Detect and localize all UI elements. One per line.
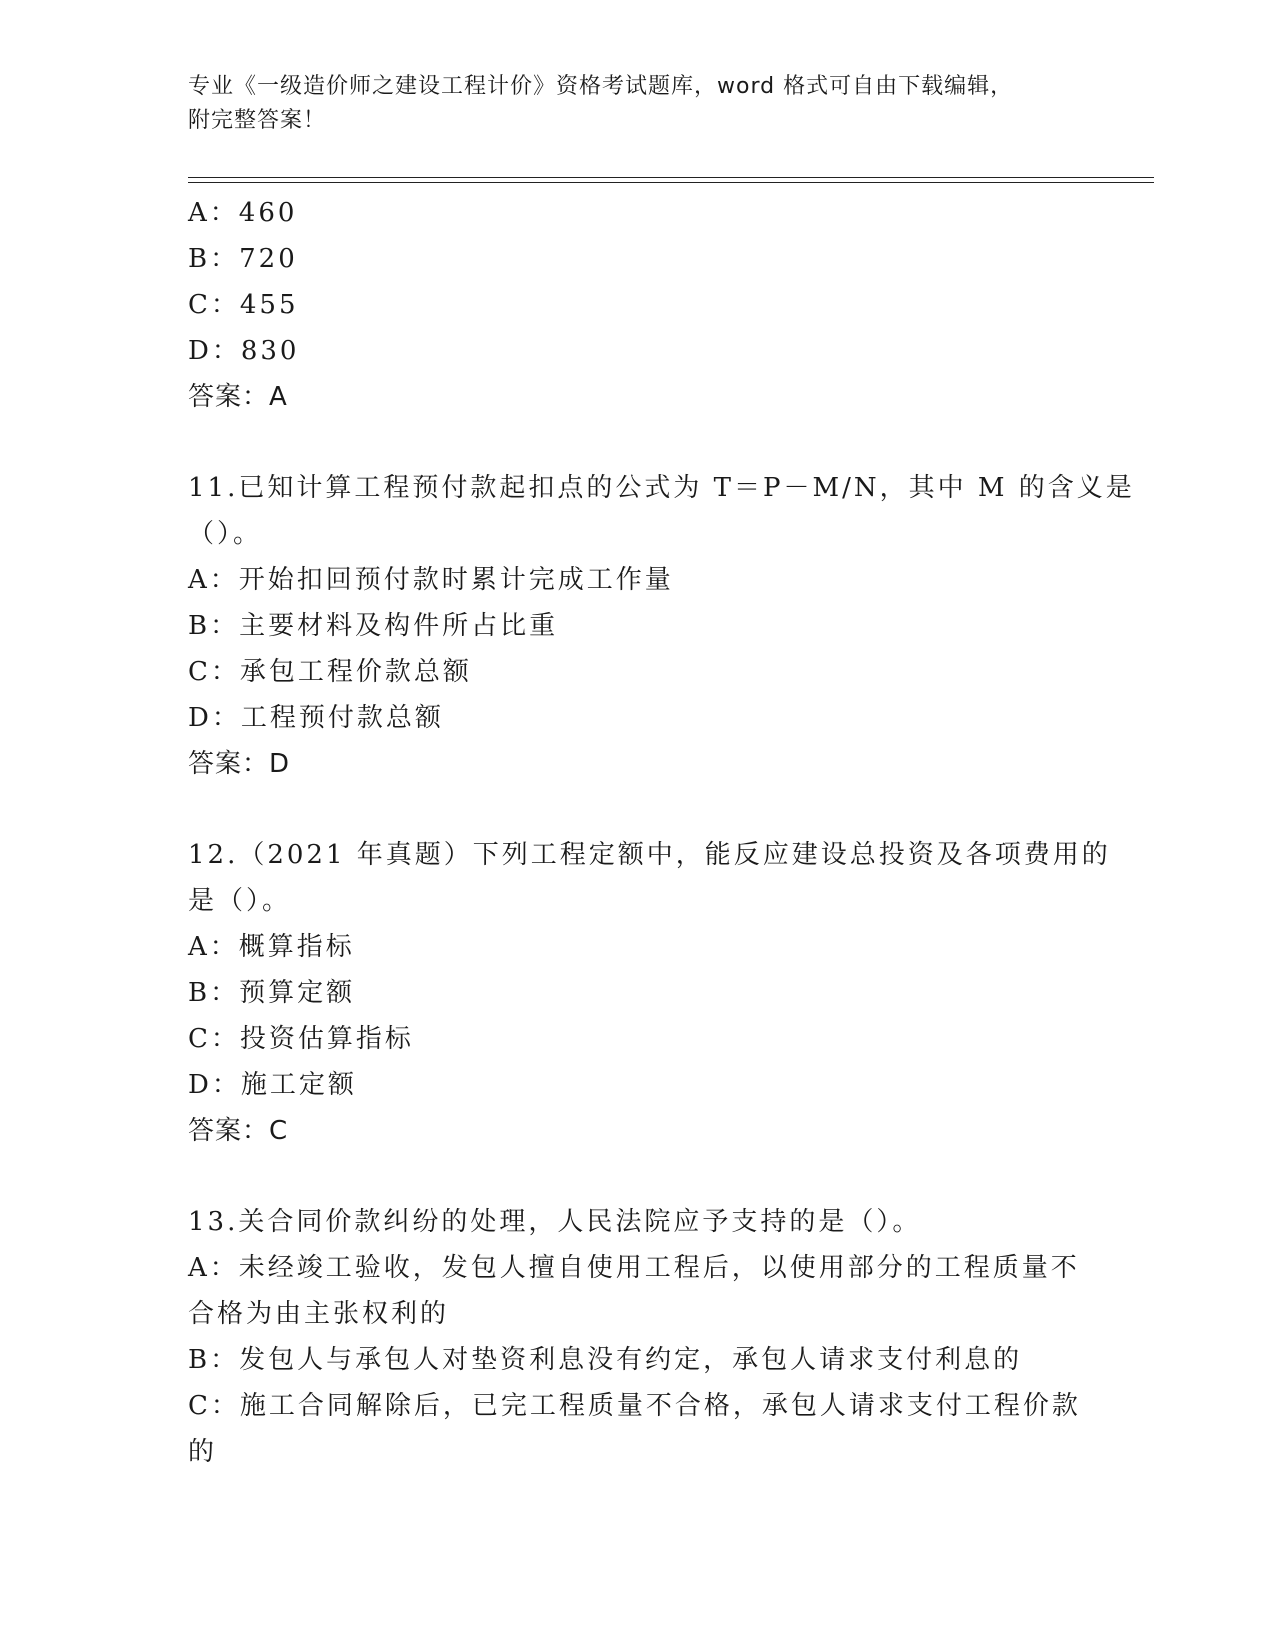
option-d: D：830	[188, 336, 300, 366]
option-c: C：承包工程价款总额	[188, 657, 472, 687]
document-header	[188, 70, 1088, 138]
option-b: B：主要材料及构件所占比重	[188, 611, 559, 641]
header-divider-top	[188, 177, 1154, 178]
question-11	[188, 465, 1135, 787]
spacer	[188, 420, 1088, 465]
option-a: A：开始扣回预付款时累计完成工作量	[188, 565, 674, 595]
option-b: B：预算定额	[188, 978, 356, 1008]
header-line-2: 附完整答案！	[188, 108, 327, 133]
answer-label: 答案：C	[188, 1116, 289, 1146]
option-a-cont: 合格为由主张权利的	[188, 1299, 450, 1329]
option-d: D：工程预付款总额	[188, 703, 444, 733]
option-b: B：720	[188, 244, 298, 274]
option-c-cont: 的	[188, 1437, 218, 1467]
spacer	[188, 787, 1088, 832]
spacer	[188, 1154, 1088, 1199]
option-a: A：概算指标	[188, 932, 355, 962]
question-stem-cont: （）。	[188, 519, 263, 549]
answer-label: 答案：A	[188, 382, 288, 412]
question-10	[188, 190, 1088, 420]
question-stem: 11.已知计算工程预付款起扣点的公式为 T＝P－M/N，其中 M 的含义是	[188, 473, 1135, 503]
question-12	[188, 832, 1111, 1154]
option-a: A：未经竣工验收，发包人擅自使用工程后，以使用部分的工程质量不	[188, 1253, 1080, 1283]
answer-label: 答案：D	[188, 749, 291, 779]
question-stem: 12.（2021 年真题）下列工程定额中，能反应建设总投资及各项费用的	[188, 840, 1111, 870]
option-a: A：460	[188, 198, 298, 228]
option-b: B：发包人与承包人对垫资利息没有约定，承包人请求支付利息的	[188, 1345, 1023, 1375]
question-list	[188, 190, 1135, 1475]
option-d: D：施工定额	[188, 1070, 357, 1100]
header-divider-bottom	[188, 182, 1154, 183]
question-stem-cont: 是（）。	[188, 886, 292, 916]
option-c: C：455	[188, 290, 299, 320]
option-c: C：投资估算指标	[188, 1024, 414, 1054]
header-line-1: 专业《一级造价师之建设工程计价》资格考试题库，word 格式可自由下载编辑，	[188, 74, 1014, 99]
option-c: C：施工合同解除后，已完工程质量不合格，承包人请求支付工程价款	[188, 1391, 1081, 1421]
question-13	[188, 1199, 1088, 1475]
question-stem: 13.关合同价款纠纷的处理，人民法院应予支持的是（）。	[188, 1207, 922, 1237]
